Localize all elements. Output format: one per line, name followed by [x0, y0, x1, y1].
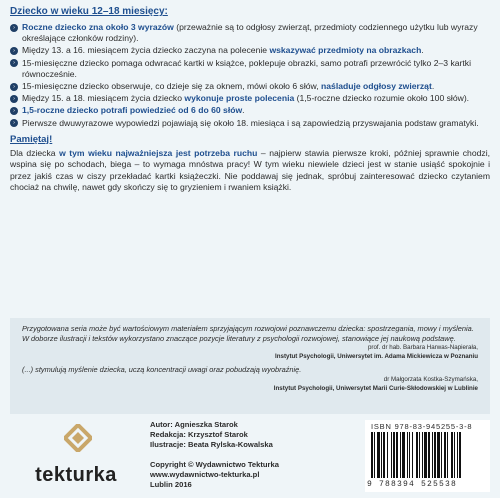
endorsement-box	[10, 318, 490, 414]
para-bold: w tym wieku najważniejsza jest potrzeba ruchu	[59, 147, 258, 158]
barcode-bar	[444, 432, 446, 478]
arrow-bullet-icon: ›	[10, 119, 18, 127]
item-tail: .	[421, 45, 424, 56]
arrow-bullet-icon: ›	[10, 24, 18, 32]
remember-paragraph	[10, 148, 490, 194]
arrow-bullet-icon: ›	[10, 95, 18, 103]
publisher-logo	[24, 420, 128, 492]
barcode-bar	[383, 432, 385, 478]
para-text: – najpierw stawia pierwsze kroki, później sprawnie chodzi, wspina się po schodach, biega – to wymaga mnóstwa pracy! W tym wieku niewiele dzieci jest w stanie usiąść spokojnie i przez jakiś czas w ciszy przekładać kartki książeczki. Nie poddawaj się jednak, spróbuj zainteresować dziecko czytaniem chociaż na chwilę, nawet gdy skończy się to gryzieniem i rwaniem książki.	[10, 147, 490, 193]
endorsement-text: (...) stymulują myślenie dziecka, uczą koncentracji uwagi oraz pobudzają wyobraźnię.	[22, 365, 302, 375]
brand-name: tekturka	[35, 464, 117, 486]
barcode-bar	[409, 432, 410, 478]
endorsement-affiliation: Instytut Psychologii, Uniwersytet Marii Curie-Skłodowskiej w Lublinie	[273, 384, 478, 392]
item-bold: wykonuje proste polecenia	[184, 93, 295, 104]
barcode-bar	[434, 432, 436, 478]
author-credit: Autor: Agnieszka Starok	[150, 420, 238, 429]
barcode-bar	[419, 432, 420, 478]
item-tail: .	[242, 105, 245, 116]
list-item	[10, 118, 490, 129]
editor-credit: Redakcja: Krzysztof Starok	[150, 430, 248, 439]
list-item	[10, 58, 490, 80]
barcode-bar	[422, 432, 423, 478]
barcode-bar	[374, 432, 375, 478]
barcode-bar	[371, 432, 373, 478]
barcode-bar	[387, 432, 388, 478]
item-text: 15-miesięczne dziecko pomaga odwracać kartki w książce, poklepuje obrazki, samo potrafi przewrócić tylko 2–3 kartki równocześnie.	[22, 57, 471, 79]
illustrator-credit: Ilustracje: Beata Rylska-Kowalska	[150, 440, 273, 449]
barcode-bar	[416, 432, 418, 478]
endorsement-text: Przygotowana seria może być wartościowym materiałem sprzyjającym rozwojowi poznawczemu dziecka: spostrzegania, mowy i myślenia. W doborze ilustracji i tekstów wykorzystano znaczące pozycje literatury z psychologii rozwojowej, stanowiące jej naukową podstawę.	[22, 324, 474, 343]
tekturka-diamond-icon	[64, 424, 92, 452]
item-text: Między 15. a 18. miesiącem życia dziecko	[22, 93, 185, 104]
milestone-list	[10, 22, 490, 129]
list-item	[10, 93, 490, 104]
list-item	[10, 45, 490, 56]
arrow-bullet-icon: ›	[10, 107, 18, 115]
barcode-digits: 9 788394 525538	[367, 480, 458, 489]
item-tail: .	[431, 81, 435, 92]
section-heading: Dziecko w wieku 12–18 miesięcy:	[10, 6, 168, 17]
item-text: 15-miesięczne dziecko obserwuje, co dzieje się za oknem, mówi około 6 słów,	[22, 81, 322, 92]
list-item	[10, 22, 490, 44]
endorsement-name: dr Małgorzata Kostka-Szymańska,	[383, 375, 478, 383]
item-text: Pierwsze dwuwyrazowe wypowiedzi pojawiają się około 18. miesiąca i są zapowiedzią przyswajania podstaw gramatyki.	[22, 117, 479, 128]
item-bold: naśladuje odgłosy zwierząt	[321, 81, 432, 92]
isbn-barcode	[365, 420, 490, 492]
barcode-bar	[454, 432, 455, 478]
city-year: Lublin 2016	[150, 480, 192, 489]
barcode-bar	[377, 432, 380, 478]
barcode-bar	[428, 432, 430, 478]
item-bold: Roczne dziecko zna około 3 wyrazów	[22, 22, 174, 32]
list-item	[10, 105, 490, 116]
footer	[10, 420, 490, 492]
list-item	[10, 81, 490, 92]
barcode-bar	[407, 432, 408, 478]
barcode-bar	[402, 432, 405, 478]
credits	[150, 420, 350, 490]
barcode-bar	[432, 432, 433, 478]
barcode-bar	[400, 432, 401, 478]
barcode-bar	[437, 432, 440, 478]
item-tail: (1,5-roczne dziecko rozumie około 100 słów).	[294, 93, 470, 104]
endorsement-name: prof. dr hab. Barbara Harwas-Napierała,	[367, 344, 478, 352]
copyright: Copyright © Wydawnictwo Tekturka	[150, 460, 279, 469]
barcode-bar	[412, 432, 413, 478]
barcode-bars	[369, 432, 486, 480]
arrow-bullet-icon: ›	[10, 59, 18, 67]
item-text: (przeważnie są to odgłosy zwierząt, przedmioty codziennego użytku lub wyrazy określające członków rodziny).	[22, 22, 478, 44]
item-bold: wskazywać przedmioty na obrazkach	[269, 45, 422, 56]
item-bold: 1,5-roczne dziecko potrafi powiedzieć od 6 do 60 słów	[22, 105, 243, 116]
barcode-bar	[424, 432, 427, 478]
isbn-text: ISBN 978-83-945255-3-8	[371, 422, 473, 431]
barcode-bar	[381, 432, 382, 478]
item-text: Między 13. a 16. miesiącem życia dziecko zaczyna na polecenie	[22, 45, 270, 56]
website: www.wydawnictwo-tekturka.pl	[150, 470, 260, 479]
barcode-bar	[447, 432, 448, 478]
barcode-bar	[459, 432, 461, 478]
para-text: Dla dziecka	[10, 147, 60, 158]
barcode-bar	[391, 432, 392, 478]
barcode-bar	[396, 432, 398, 478]
endorsement-affiliation: Instytut Psychologii, Uniwersytet im. Adama Mickiewicza w Poznaniu	[275, 353, 478, 361]
barcode-bar	[451, 432, 453, 478]
remember-heading: Pamiętaj!	[10, 133, 53, 145]
arrow-bullet-icon: ›	[10, 83, 18, 91]
arrow-bullet-icon: ›	[10, 47, 18, 55]
barcode-bar	[441, 432, 442, 478]
main-content	[10, 6, 490, 193]
barcode-bar	[393, 432, 395, 478]
barcode-bar	[457, 432, 458, 478]
